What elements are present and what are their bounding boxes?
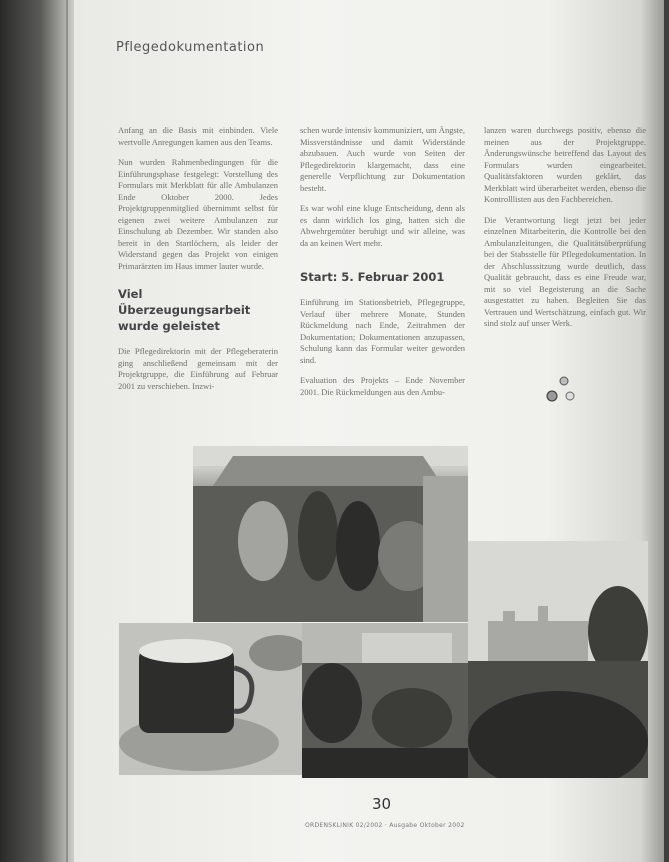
- subheading: Start: 5. Februar 2001: [300, 270, 445, 284]
- castle-photo: [468, 541, 648, 778]
- subheading: Viel Überzeugungsarbeit wurde geleistet: [118, 287, 251, 333]
- running-header: Pflegedokumentation: [116, 40, 265, 55]
- paragraph: Die Pflegedirektorin mit der Pflegeberaterin ging anschließend gemeinsam mit der Projektgruppe, die Einführung auf Februar 2001 zu verschieben. Inzwi-: [118, 346, 278, 391]
- text-column-1: [118, 125, 278, 401]
- page-number: 30: [372, 795, 392, 813]
- text-column-3: [484, 125, 646, 339]
- paragraph: Die Verantwortung liegt jetzt bei jeder einzelnen Mitarbeiterin, die Kontrolle bei den Ambulanzleitungen, die Qualitätsüberprüfung bei der Stabsstelle für Pflegedokumentation. In der Abschlusssitzung wurde deutlich, dass Qualität gebraucht, dass es eine Freude war, mit so viel Begeisterung an die Sache ausgestattet zu haben. Begleiten Sie das Vertrauen und Wertschätzung, einfach gut. Wir sind stolz auf unser Werk.: [484, 214, 646, 328]
- book-spine: [0, 0, 74, 862]
- paragraph: Anfang an die Basis mit einbinden. Viele wertvolle Anregungen kamen aus den Teams.: [118, 125, 278, 147]
- city-photo: [302, 623, 468, 778]
- paragraph: Nun wurden Rahmenbedingungen für die Einführungsphase festgelegt: Vorstellung des Formulars mit Merkblatt für alle Ambulanzen Ende Oktober 2000. Jedes Projektgruppenmitglied übernimmt selbst für eigenen zwei weitere Ambulanzen zur Einschulung ab Dezember. Wir standen also bereit in den Startlöchern, als leider der Widerstand gegen das Projekt von einigen Primarärzten im Haus immer lauter wurde.: [118, 157, 278, 271]
- decorative-dots-icon: [540, 376, 580, 406]
- market-photo: [193, 446, 468, 622]
- paragraph: Es war wohl eine kluge Entscheidung, denn als es dann wirklich los ging, hatten sich die Abwehrgemüter beruhigt und wir alleine, was da an keinen Wert mehr.: [300, 203, 465, 248]
- paragraph: schen wurde intensiv kommuniziert, um Ängste, Missverständnisse und damit Widerstände abzubauen. Auch wurde von Seiten der Pflegedirektorin klargemacht, dass eine generelle Verpflichtung zur Dokumentation besteht.: [300, 125, 466, 193]
- paragraph: Einführung im Stationsbetrieb, Pflegegruppe, Verlauf über mehrere Monate, Stunden Rückmeldung nach Ende, Zeitrahmen der Dokumentation; Dokumentationen anzupassen, Schulung kann das Formular weiter geworden sind.: [300, 297, 465, 365]
- page-footer: ORDENSKLINIK 02/2002 · Ausgabe Oktober 2002: [305, 822, 465, 829]
- paragraph: Evaluation des Projekts – Ende November 2001. Die Rückmeldungen aus den Ambu-: [300, 375, 465, 397]
- paragraph: lanzen waren durchwegs positiv, ebenso die meinen aus der Projektgruppe. Änderungswünsche betreffend das Layout des Formulars wurden eingearbeitet. Qualitätsfaktoren wurden geklärt, das Merkblatt wird überarbeitet werden, ebenso die Kontrolllisten aus den Fachbereichen.: [484, 125, 646, 204]
- coffee-photo: [119, 623, 302, 775]
- text-column-2: [300, 125, 465, 407]
